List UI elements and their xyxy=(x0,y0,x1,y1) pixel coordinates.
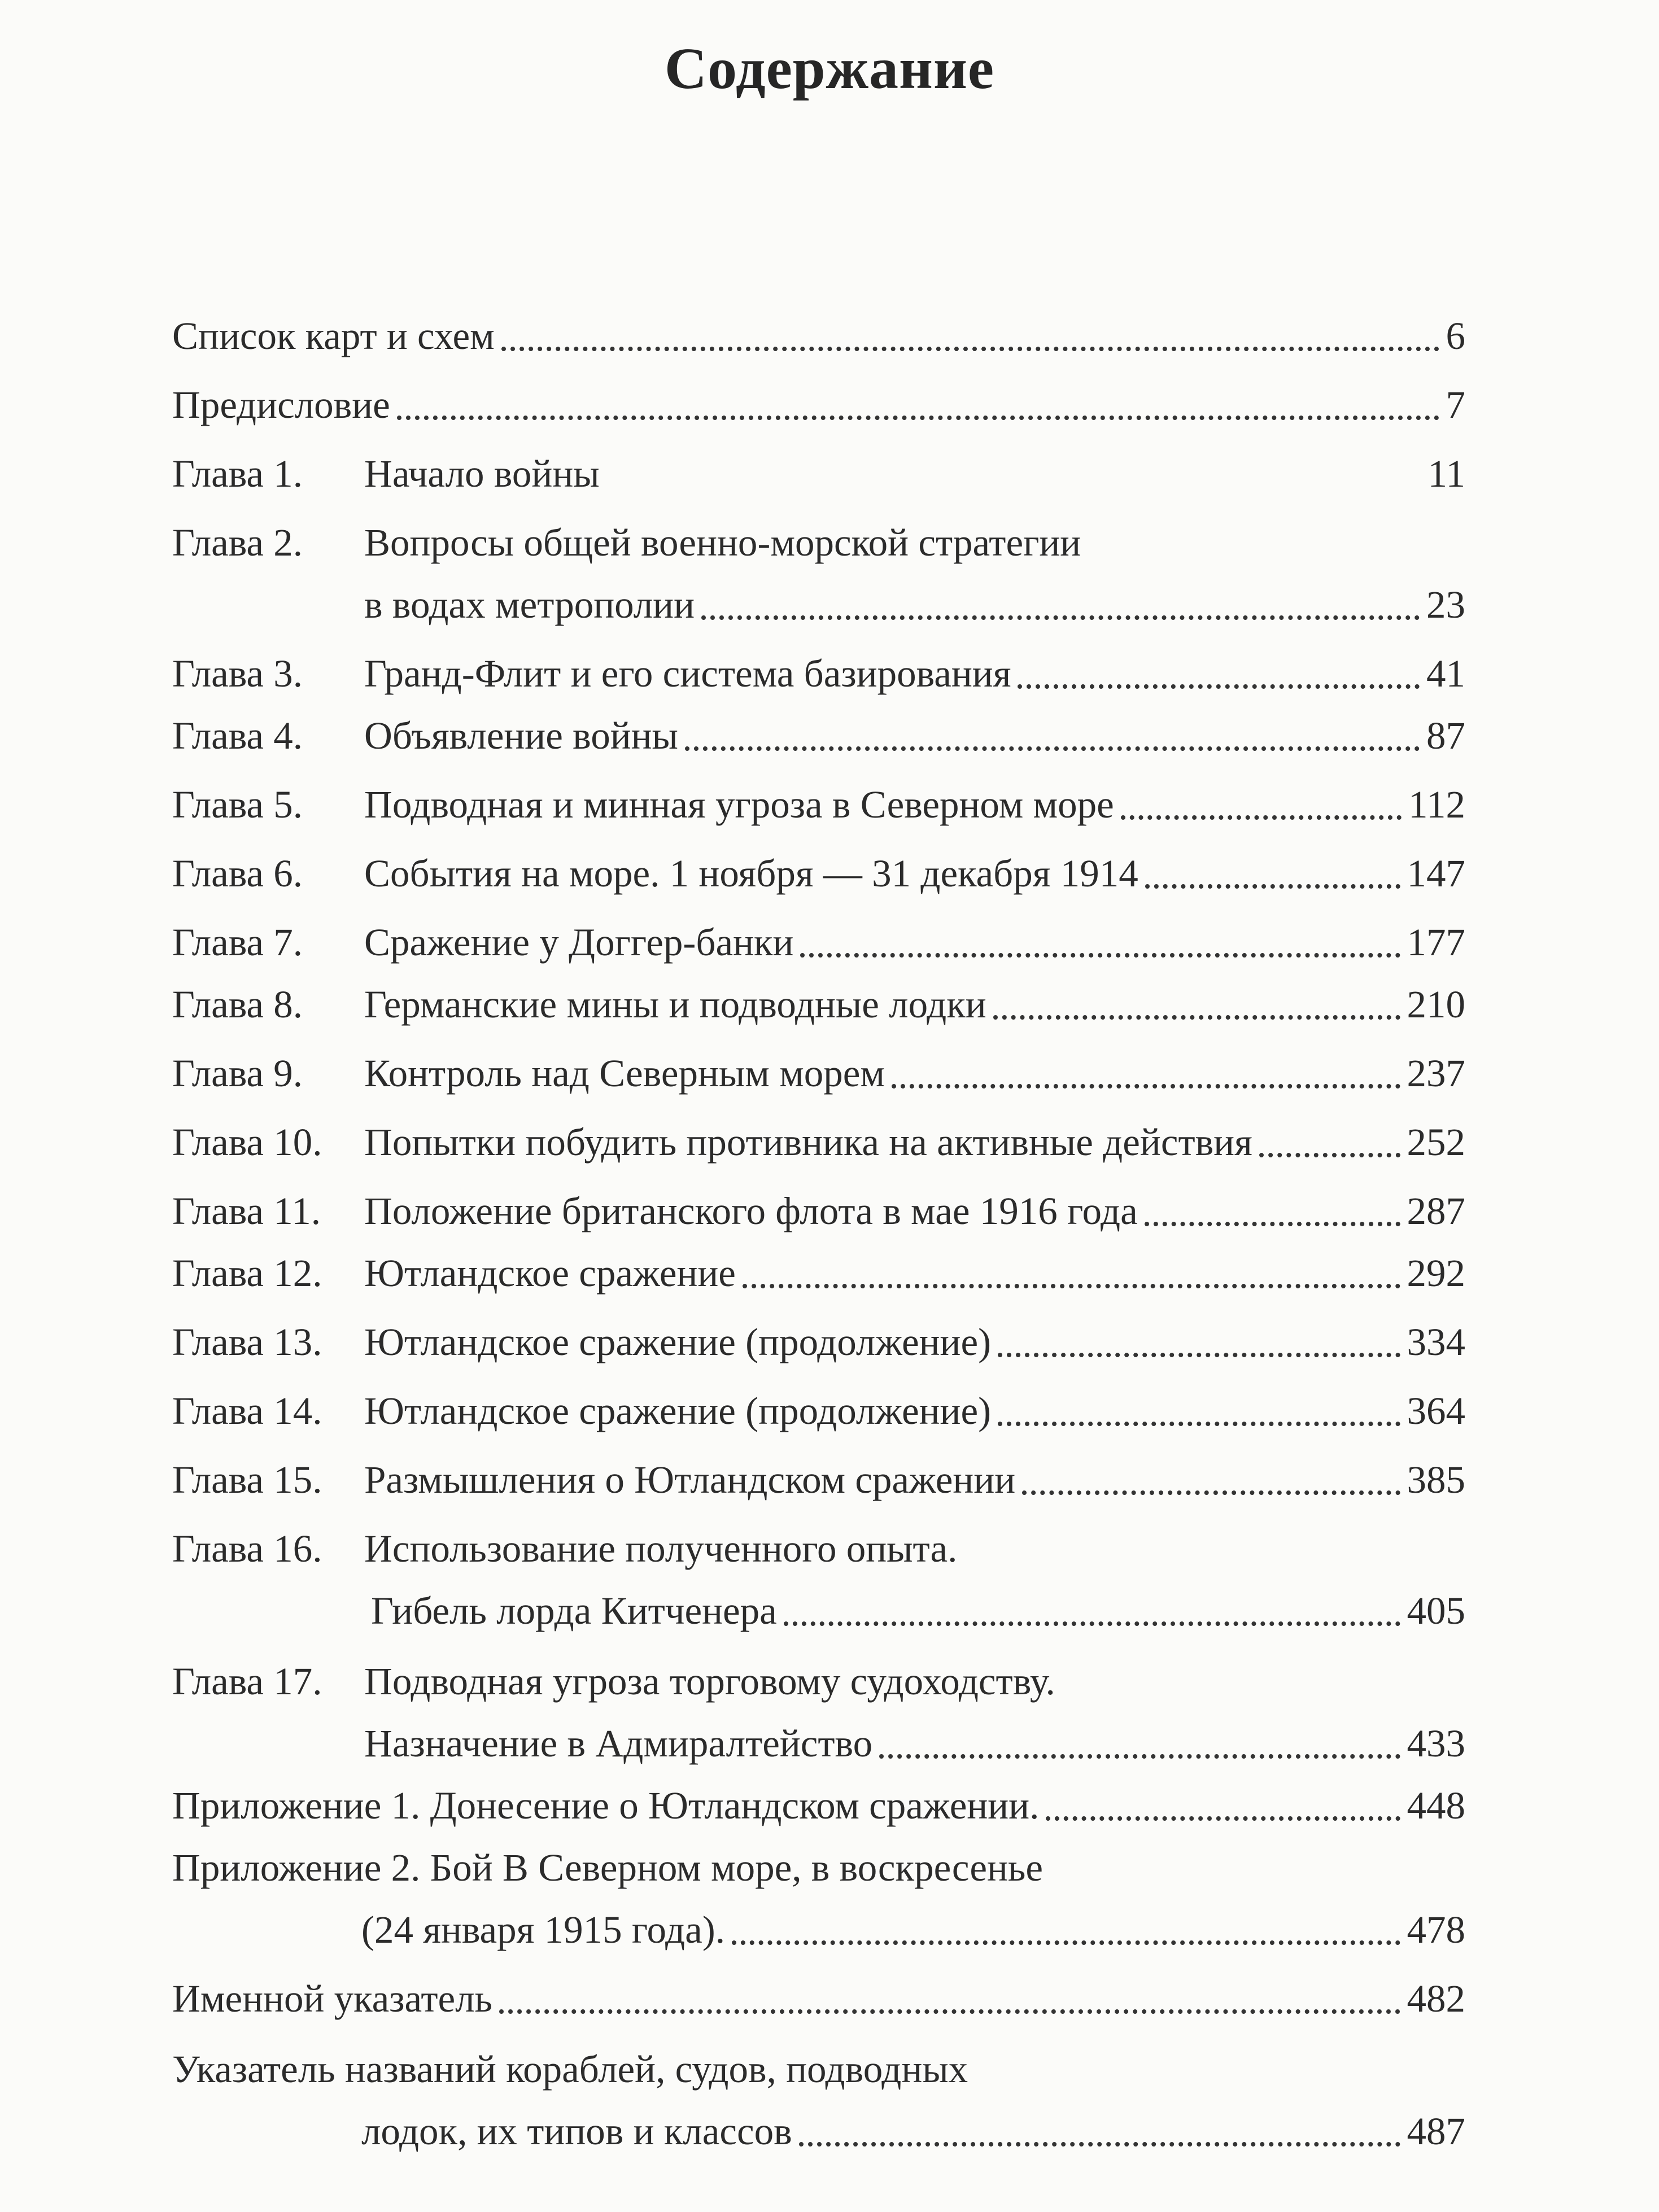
toc-entry-chapter-5[interactable] xyxy=(172,773,1465,836)
table-of-contents xyxy=(172,305,1465,2162)
dot-leader xyxy=(743,1244,1400,1288)
toc-page-number: 87 xyxy=(1426,714,1465,757)
toc-entry-ship-index[interactable] xyxy=(172,2038,1465,2162)
toc-page-number: 210 xyxy=(1407,983,1465,1026)
chapter-label: Глава 15. xyxy=(172,1458,322,1501)
dot-leader xyxy=(701,576,1420,620)
toc-page-number: 237 xyxy=(1407,1052,1465,1095)
chapter-label: Глава 17. xyxy=(172,1660,322,1703)
toc-entry-chapter-9[interactable] xyxy=(172,1042,1465,1104)
chapter-label: Глава 8. xyxy=(172,983,303,1026)
toc-entry-chapter-13[interactable] xyxy=(172,1311,1465,1373)
chapter-label: Глава 9. xyxy=(172,1052,303,1095)
toc-page-number: 6 xyxy=(1446,314,1465,357)
toc-page-number: 487 xyxy=(1407,2110,1465,2153)
dot-leader xyxy=(606,445,1421,489)
toc-entry-text: Сражение у Доггер-банки xyxy=(364,921,794,964)
toc-page-number: 405 xyxy=(1407,1589,1465,1632)
dot-leader xyxy=(499,1970,1400,2014)
chapter-label: Глава 7. xyxy=(172,921,303,964)
toc-page-number: 23 xyxy=(1426,583,1465,626)
toc-entry-chapter-14[interactable] xyxy=(172,1380,1465,1442)
chapter-label: Глава 6. xyxy=(172,852,303,895)
toc-page-number: 448 xyxy=(1407,1784,1465,1827)
chapter-label: Глава 13. xyxy=(172,1321,322,1363)
toc-entry-chapter-17[interactable] xyxy=(172,1650,1465,1774)
toc-page-number: 482 xyxy=(1407,1977,1465,2020)
dot-leader xyxy=(1022,1451,1400,1495)
toc-page-number: 147 xyxy=(1407,852,1465,895)
toc-entry-text-cont: лодок, их типов и классов xyxy=(361,2110,792,2153)
toc-entry-text-cont: (24 января 1915 года). xyxy=(361,1908,725,1951)
toc-entry-text: Ютландское сражение (продолжение) xyxy=(364,1321,992,1363)
toc-page-number: 177 xyxy=(1407,921,1465,964)
toc-entry-chapter-6[interactable] xyxy=(172,842,1465,904)
toc-entry-text: Попытки побудить противника на активные действия xyxy=(364,1121,1252,1164)
chapter-label: Глава 14. xyxy=(172,1389,322,1432)
dot-leader xyxy=(784,1582,1400,1626)
toc-page-number: 41 xyxy=(1426,652,1465,695)
toc-entry-text-cont: Гибель лорда Китченера xyxy=(371,1589,777,1632)
dot-leader xyxy=(501,307,1439,351)
toc-page-number: 385 xyxy=(1407,1458,1465,1501)
toc-entry-text: События на море. 1 ноября — 31 декабря 1914 xyxy=(364,852,1138,895)
chapter-label: Глава 11. xyxy=(172,1190,321,1232)
toc-entry-text: Ютландское сражение xyxy=(364,1252,736,1295)
toc-page-number: 478 xyxy=(1407,1908,1465,1951)
dot-leader xyxy=(1018,645,1420,689)
toc-entry-chapter-2[interactable] xyxy=(172,512,1465,636)
toc-page-number: 364 xyxy=(1407,1389,1465,1432)
toc-entry-text-cont: Назначение в Адмиралтейство xyxy=(364,1722,873,1765)
dot-leader xyxy=(879,1715,1400,1759)
toc-entry-chapter-15[interactable] xyxy=(172,1449,1465,1511)
dot-leader xyxy=(1259,1113,1400,1157)
dot-leader xyxy=(998,1382,1400,1426)
toc-entry-text: Гранд-Флит и его система базирования xyxy=(364,652,1011,695)
dot-leader xyxy=(1121,776,1402,820)
toc-page-number: 334 xyxy=(1407,1321,1465,1363)
chapter-label: Глава 2. xyxy=(172,521,303,564)
toc-entry-chapter-3[interactable] xyxy=(172,642,1465,705)
toc-entry-chapter-11[interactable] xyxy=(172,1180,1465,1242)
toc-entry-text: Положение британского флота в мае 1916 года xyxy=(364,1190,1138,1232)
dot-leader xyxy=(892,1044,1400,1088)
chapter-label: Глава 1. xyxy=(172,452,303,495)
toc-entry-text: Предисловие xyxy=(172,383,390,426)
chapter-label: Глава 12. xyxy=(172,1252,322,1295)
toc-entry-text: Ютландское сражение (продолжение) xyxy=(364,1389,992,1432)
toc-entry-text: Контроль над Северным морем xyxy=(364,1052,885,1095)
toc-page-number: 7 xyxy=(1446,383,1465,426)
toc-entry-chapter-4[interactable] xyxy=(172,705,1465,767)
dot-leader xyxy=(397,376,1439,420)
dot-leader xyxy=(993,976,1400,1020)
toc-entry-text: Германские мины и подводные лодки xyxy=(364,983,986,1026)
toc-entry-text: Указатель названий кораблей, судов, подводных xyxy=(172,2048,968,2091)
chapter-label: Глава 10. xyxy=(172,1121,322,1164)
chapter-label: Глава 4. xyxy=(172,714,303,757)
toc-entry-chapter-12[interactable] xyxy=(172,1242,1465,1304)
toc-entry-chapter-1[interactable] xyxy=(172,443,1465,505)
toc-entry-text-cont: в водах метрополии xyxy=(364,583,695,626)
dot-leader xyxy=(1145,1182,1400,1226)
toc-page-number: 11 xyxy=(1427,452,1465,495)
toc-entry-text: Приложение 2. Бой В Северном море, в воскресенье xyxy=(172,1846,1044,1889)
toc-entry-text: Подводная и минная угроза в Северном море xyxy=(364,783,1114,826)
toc-entry-appendix-1[interactable] xyxy=(172,1774,1465,1837)
toc-entry-preface[interactable] xyxy=(172,374,1465,436)
toc-entry-chapter-7[interactable] xyxy=(172,911,1465,973)
dot-leader xyxy=(1145,845,1400,889)
dot-leader xyxy=(800,913,1400,958)
chapter-label: Глава 16. xyxy=(172,1527,322,1570)
page-title: Содержание xyxy=(664,36,995,101)
toc-entry-chapter-16[interactable] xyxy=(172,1518,1465,1642)
toc-entry-chapter-10[interactable] xyxy=(172,1111,1465,1173)
toc-entry-text: Приложение 1. Донесение о Ютландском сражении. xyxy=(172,1784,1040,1827)
toc-page-number: 112 xyxy=(1408,783,1465,826)
dot-leader xyxy=(685,707,1420,751)
toc-entry-text: Начало войны xyxy=(364,452,600,495)
toc-page-number: 292 xyxy=(1407,1252,1465,1295)
dot-leader xyxy=(732,1901,1400,1945)
toc-entry-text: Объявление войны xyxy=(364,714,678,757)
dot-leader xyxy=(1046,1777,1400,1821)
toc-entry-text: Именной указатель xyxy=(172,1977,493,2020)
toc-page-number: 252 xyxy=(1407,1121,1465,1164)
toc-entry-text: Подводная угроза торговому судоходству. xyxy=(364,1660,1055,1703)
dot-leader xyxy=(998,1313,1400,1357)
toc-entry-appendix-2[interactable] xyxy=(172,1837,1465,1961)
chapter-label: Глава 3. xyxy=(172,652,303,695)
toc-entry-chapter-8[interactable] xyxy=(172,973,1465,1035)
toc-entry-maps[interactable] xyxy=(172,305,1465,367)
toc-page-number: 433 xyxy=(1407,1722,1465,1765)
toc-page-number: 287 xyxy=(1407,1190,1465,1232)
chapter-label: Глава 5. xyxy=(172,783,303,826)
dot-leader xyxy=(799,2102,1400,2147)
toc-entry-text: Использование полученного опыта. xyxy=(364,1527,958,1570)
toc-entry-text: Размышления о Ютландском сражении xyxy=(364,1458,1016,1501)
toc-entry-text: Вопросы общей военно-морской стратегии xyxy=(364,521,1081,564)
toc-entry-text: Список карт и схем xyxy=(172,314,495,357)
toc-entry-name-index[interactable] xyxy=(172,1968,1465,2030)
